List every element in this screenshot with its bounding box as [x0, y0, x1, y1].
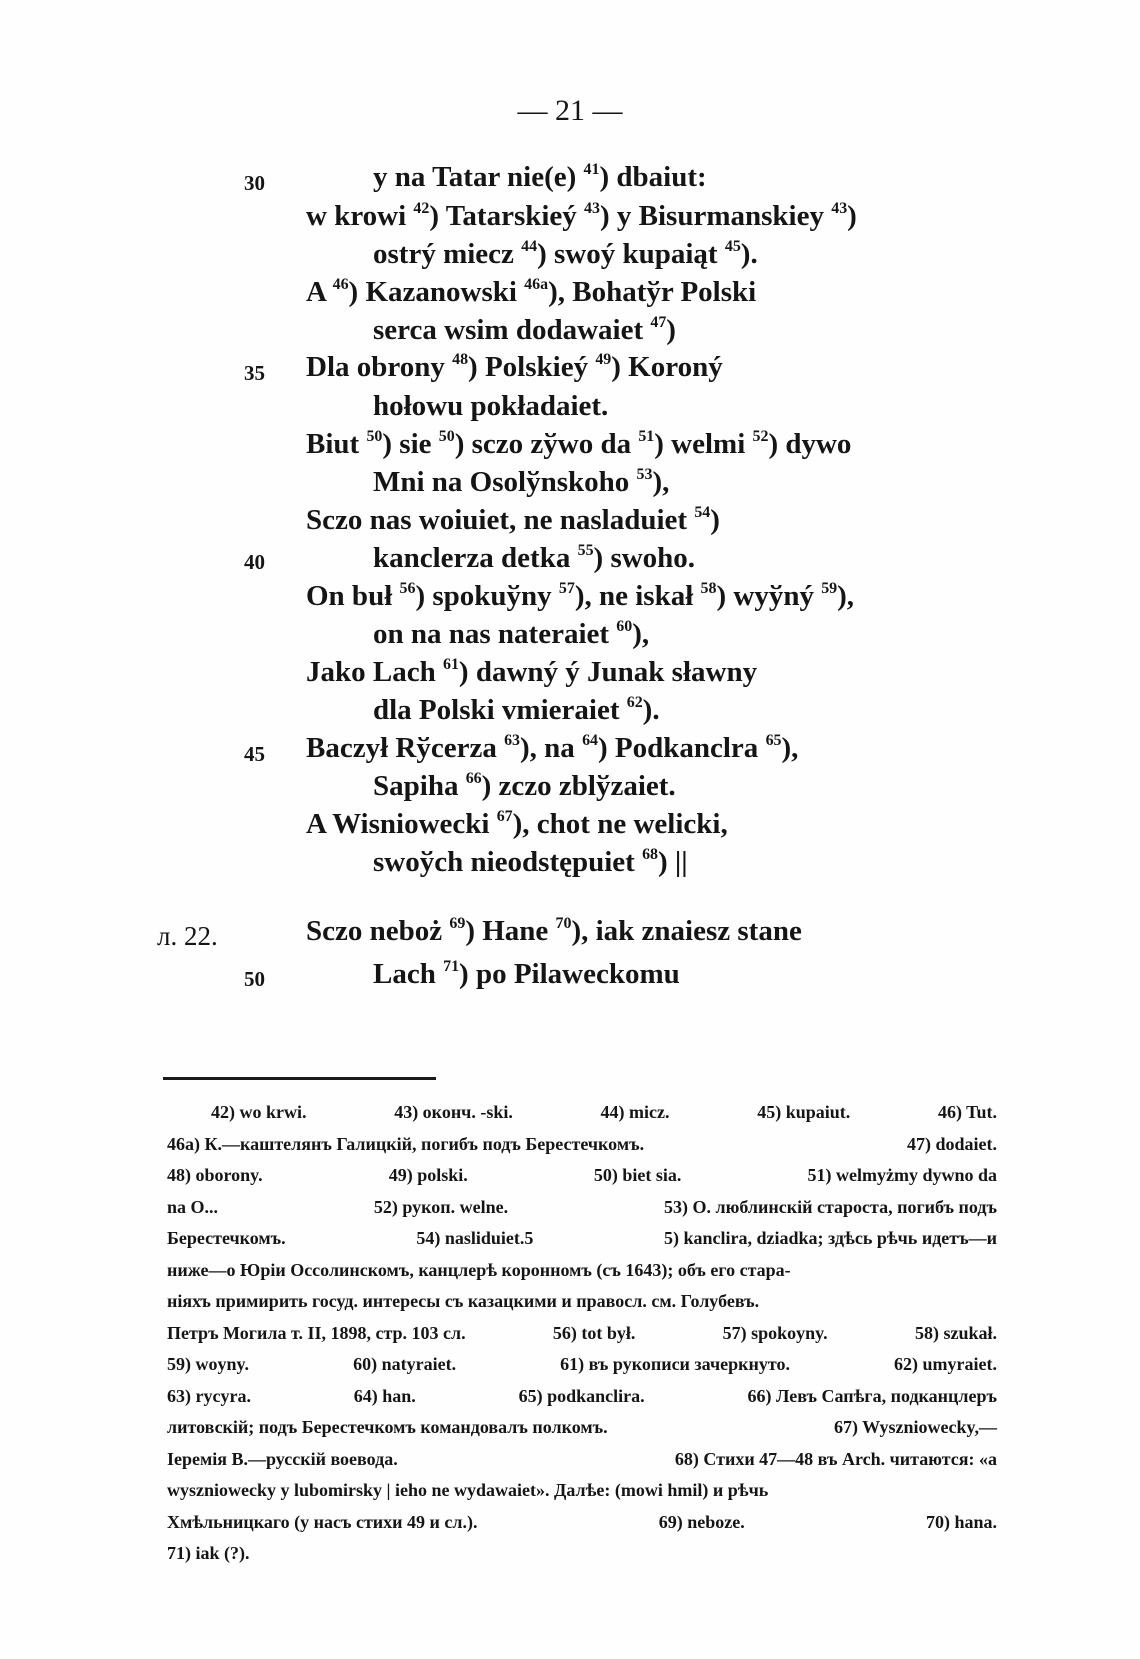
verse-text: ) Polskieý [468, 351, 596, 383]
footnote-entry: 47) dodaiet. [907, 1133, 997, 1154]
footnote-entry: 54) nasliduiet.5 [416, 1228, 534, 1248]
page-number: — 21 — [517, 94, 623, 127]
verse-text: ) swoý kupaiąt [537, 238, 725, 270]
verse-text: ), [837, 580, 855, 612]
footnote-entry: 71) iak (?). [167, 1543, 250, 1563]
footnote-line [167, 1318, 997, 1350]
footnote-entry: 69) neboze. [658, 1511, 745, 1532]
verse-line [373, 313, 676, 347]
footnote-marker: 52 [752, 428, 769, 446]
footnote-entry: 49) polski. [388, 1165, 468, 1185]
footnote-line [167, 1255, 997, 1287]
footnote-marker: 44 [521, 238, 538, 256]
footnote-marker: 50 [366, 428, 383, 446]
verse-text: Lach [373, 958, 444, 990]
footnote-marker: 70 [555, 915, 572, 933]
verse-line [373, 389, 608, 423]
footnote-entry: 65) podkanclira. [518, 1385, 645, 1406]
verse-text: Dla obrony [306, 351, 453, 383]
verse-text: ) Kazanowski [348, 276, 525, 308]
verse-line [373, 541, 695, 575]
footnote-marker: 55 [577, 542, 594, 560]
verse-text: A Wisniowecki [306, 808, 497, 840]
footnote-marker: 69 [449, 915, 466, 933]
verse-text: ), chot ne welicki, [512, 808, 728, 840]
footnote-marker: 47 [650, 314, 667, 332]
verse-line [373, 237, 758, 271]
footnote-marker: 41 [583, 161, 600, 179]
verse-text: ), [652, 466, 670, 498]
footnote-entry: 68) Стихи 47—48 въ Arch. читаются: «a [674, 1448, 997, 1469]
verse-line [306, 503, 720, 537]
verse-text: swoўch nieodstępuiet [373, 846, 643, 878]
footnote-marker: 59 [821, 580, 838, 598]
footnote-entry: 43) оконч. -ski. [394, 1102, 513, 1122]
footnote-marker: 50 [438, 428, 455, 446]
footnote-entry: 56) tot był. [552, 1322, 636, 1343]
verse-text: ) wyўný [716, 580, 822, 612]
footnote-line [167, 1192, 997, 1224]
footnote-marker: 66 [465, 770, 482, 788]
footnote-entry: 5) kanclira, dziadka; здѣсь рѣчь идетъ—и [664, 1228, 997, 1248]
line-number: 30 [244, 171, 265, 195]
verse-text: ) swoho. [593, 542, 696, 574]
verse-text: ) Hane [465, 915, 556, 947]
footnote-entry: Берестечкомъ. [167, 1228, 286, 1248]
footnote-entry: 46a) К.—каштелянъ Галицкій, погибъ подъ Берестечкомъ. [167, 1133, 645, 1154]
verse-text: ) sie [382, 428, 439, 460]
verse-text: serca wsim dodawaiet [373, 314, 651, 346]
verse-line [373, 845, 688, 879]
verse-line [373, 769, 676, 803]
footnote-entry: 42) wo krwi. [211, 1102, 307, 1122]
verse-line [306, 275, 756, 309]
verse-text: ), ne iskał [574, 580, 701, 612]
verse-text: On buł [306, 580, 400, 612]
footnote-line [167, 1507, 997, 1539]
verse-line [306, 350, 723, 384]
footnote-entry: 57) spokoyny. [722, 1322, 828, 1343]
footnote-entry: 58) szukał. [914, 1322, 997, 1343]
verse-text: ), [632, 618, 650, 650]
footnote-line [167, 1444, 997, 1476]
verse-text: Sczo nas woiuiet, ne nasladuiet [306, 504, 695, 536]
verse-text: ) dawný ý Junak sławny [458, 656, 758, 688]
footnote-entry: 53) О. люблинскій староста, погибъ подъ [664, 1196, 997, 1217]
verse-text: ). [642, 694, 660, 726]
verse-text: ) po Pilaweckomu [459, 958, 680, 990]
footnote-entry: 48) oborony. [167, 1165, 263, 1185]
footnote-entry: 62) umyraiet. [894, 1354, 997, 1374]
verse-text: ) zczo zblўzaiet. [481, 770, 676, 802]
verse-text: w krowi [306, 200, 414, 232]
footnote-entry: 51) welmyżmy dywno da [807, 1165, 997, 1185]
verse-line [373, 465, 669, 499]
footnote-entry: 66) Левъ Сапѣга, подканцлеръ [747, 1385, 997, 1406]
footnote-marker: 48 [452, 351, 469, 369]
footnote-line [167, 1538, 997, 1570]
verse-text: ) dbaiut: [599, 161, 707, 193]
verse-line [306, 199, 857, 233]
verse-line [373, 957, 680, 991]
footnote-entry: Хмѣльницкаго (у насъ стихи 49 и сл.). [167, 1511, 478, 1532]
footnote-marker: 62 [626, 694, 643, 712]
footnote-line [167, 1160, 997, 1192]
footnote-marker: 63 [504, 732, 521, 750]
verse-text: dla Polski vmieraiet [373, 694, 627, 726]
line-number: 35 [244, 361, 265, 385]
verse-text: ), Bohatўr Polski [548, 276, 757, 308]
verse-text: Biut [306, 428, 367, 460]
verse-text: ) dywo [768, 428, 852, 460]
footnote-marker: 46a [524, 276, 549, 294]
footnote-marker: 43 [584, 200, 600, 218]
verse-text: on na nas nateraiet [373, 618, 617, 650]
footnote-marker: 54 [694, 504, 711, 522]
footnote-marker: 68 [642, 846, 659, 864]
verse-text: kanclerza detka [373, 542, 578, 574]
footnote-entry: 64) han. [353, 1385, 416, 1406]
footnote-entry: Іеремія В.—русскій воевода. [167, 1448, 398, 1469]
verse-text: ostrý miecz [373, 238, 522, 270]
footnote-entry: 61) въ рукописи зачеркнуто. [560, 1354, 790, 1374]
footnote-entry: ніяхъ примирить госуд. интересы съ казацкими и правосл. см. Голубевъ. [167, 1291, 760, 1311]
verse-line [373, 617, 649, 651]
verse-text: ) y Bisurmanskiey [599, 200, 832, 232]
verse-line [306, 807, 728, 841]
verse-line [373, 160, 707, 194]
footnote-marker: 56 [399, 580, 416, 598]
verse-text: ) || [658, 846, 688, 878]
footnotes [167, 1097, 997, 1570]
footnote-line [167, 1129, 997, 1161]
verse-text: ) [666, 314, 676, 346]
footnote-line [167, 1349, 997, 1381]
verse-text: Mni na Osolўnskoho [373, 466, 637, 498]
footnote-line [167, 1381, 997, 1413]
footnote-marker: 53 [636, 466, 653, 484]
footnote-entry: 63) rycyra. [167, 1385, 251, 1406]
line-number: 50 [244, 967, 265, 991]
verse-text: ), [781, 732, 799, 764]
verse-text: ) sczo zўwo da [454, 428, 639, 460]
footnote-marker: 46 [332, 276, 349, 294]
footnote-entry: na O... [167, 1196, 219, 1217]
verse-text: Sapiha [373, 770, 466, 802]
verse-text: ). [740, 238, 758, 270]
verse-line [306, 427, 851, 461]
footnote-entry: Петръ Могила т. II, 1898, стр. 103 сл. [167, 1322, 466, 1343]
verse-text: y na Tatar nie(e) [373, 161, 584, 193]
footnote-entry: 60) natyraiet. [353, 1354, 457, 1374]
footnote-marker: 42 [413, 200, 430, 218]
footnote-entry: 44) micz. [600, 1102, 670, 1122]
footnote-line [167, 1412, 997, 1444]
verse-line [373, 693, 660, 727]
footnote-marker: 61 [442, 656, 459, 674]
footnote-entry: 67) Wyszniowecky,— [833, 1417, 997, 1437]
folio-label: л. 22. [157, 921, 218, 951]
footnote-marker: 71 [443, 958, 460, 976]
footnote-marker: 49 [595, 351, 612, 369]
verse-text: ) Tatarskieý [429, 200, 585, 232]
footnote-entry: 59) woyny. [167, 1354, 250, 1374]
footnote-marker: 64 [582, 732, 598, 750]
verse-text: hołowu pokładaiet. [373, 390, 609, 422]
footnote-entry: 45) kupaiut. [757, 1102, 851, 1122]
verse-text: Jako Lach [306, 656, 443, 688]
footnote-line [167, 1097, 997, 1129]
footnote-marker: 58 [700, 580, 717, 598]
footnote-rule [163, 1077, 436, 1080]
verse-line [306, 914, 802, 948]
footnote-marker: 65 [765, 732, 782, 750]
footnote-entry: 46) Tut. [937, 1102, 997, 1122]
verse-line [306, 579, 854, 613]
footnote-entry: wyszniowecky y lubomirsky | ieho ne wydawaiet». Далѣе: (mowi hmil) и рѣчь [167, 1480, 769, 1500]
line-number: 40 [244, 550, 265, 574]
footnote-line [167, 1223, 997, 1255]
verse-text: ) spokuўny [415, 580, 559, 612]
footnote-line [167, 1286, 997, 1318]
verse-text: Baczył Rўcerza [306, 732, 505, 764]
verse-text: ) welmi [654, 428, 753, 460]
footnote-entry: 52) рукоп. welne. [373, 1196, 509, 1217]
line-number: 45 [244, 742, 265, 766]
footnote-entry: литовскій; подъ Берестечкомъ командовалъ полкомъ. [167, 1417, 608, 1437]
footnote-entry: 50) biet sia. [593, 1165, 682, 1185]
verse-text: ) [847, 200, 857, 232]
footnote-marker: 67 [496, 808, 513, 826]
footnote-line [167, 1475, 997, 1507]
footnote-marker: 60 [616, 618, 633, 636]
footnote-marker: 51 [638, 428, 655, 446]
footnote-marker: 45 [724, 238, 741, 256]
verse-line [306, 655, 757, 689]
verse-line [306, 731, 798, 765]
verse-text: Sczo neboż [306, 915, 450, 947]
verse-text: ) [710, 504, 720, 536]
verse-text: ) Koroný [611, 351, 723, 383]
verse-text: ) Podkanclra [598, 732, 766, 764]
verse-text: ), na [520, 732, 583, 764]
footnote-entry: 70) hana. [925, 1511, 997, 1532]
verse-text: ), iak znaiesz stane [571, 915, 802, 947]
footnote-marker: 43 [831, 200, 848, 218]
verse-text: A [306, 276, 333, 308]
footnote-marker: 57 [558, 580, 575, 598]
footnote-entry: ниже—о Юріи Оссолинскомъ, канцлерѣ коронномъ (съ 1643); объ его стара- [167, 1259, 791, 1280]
